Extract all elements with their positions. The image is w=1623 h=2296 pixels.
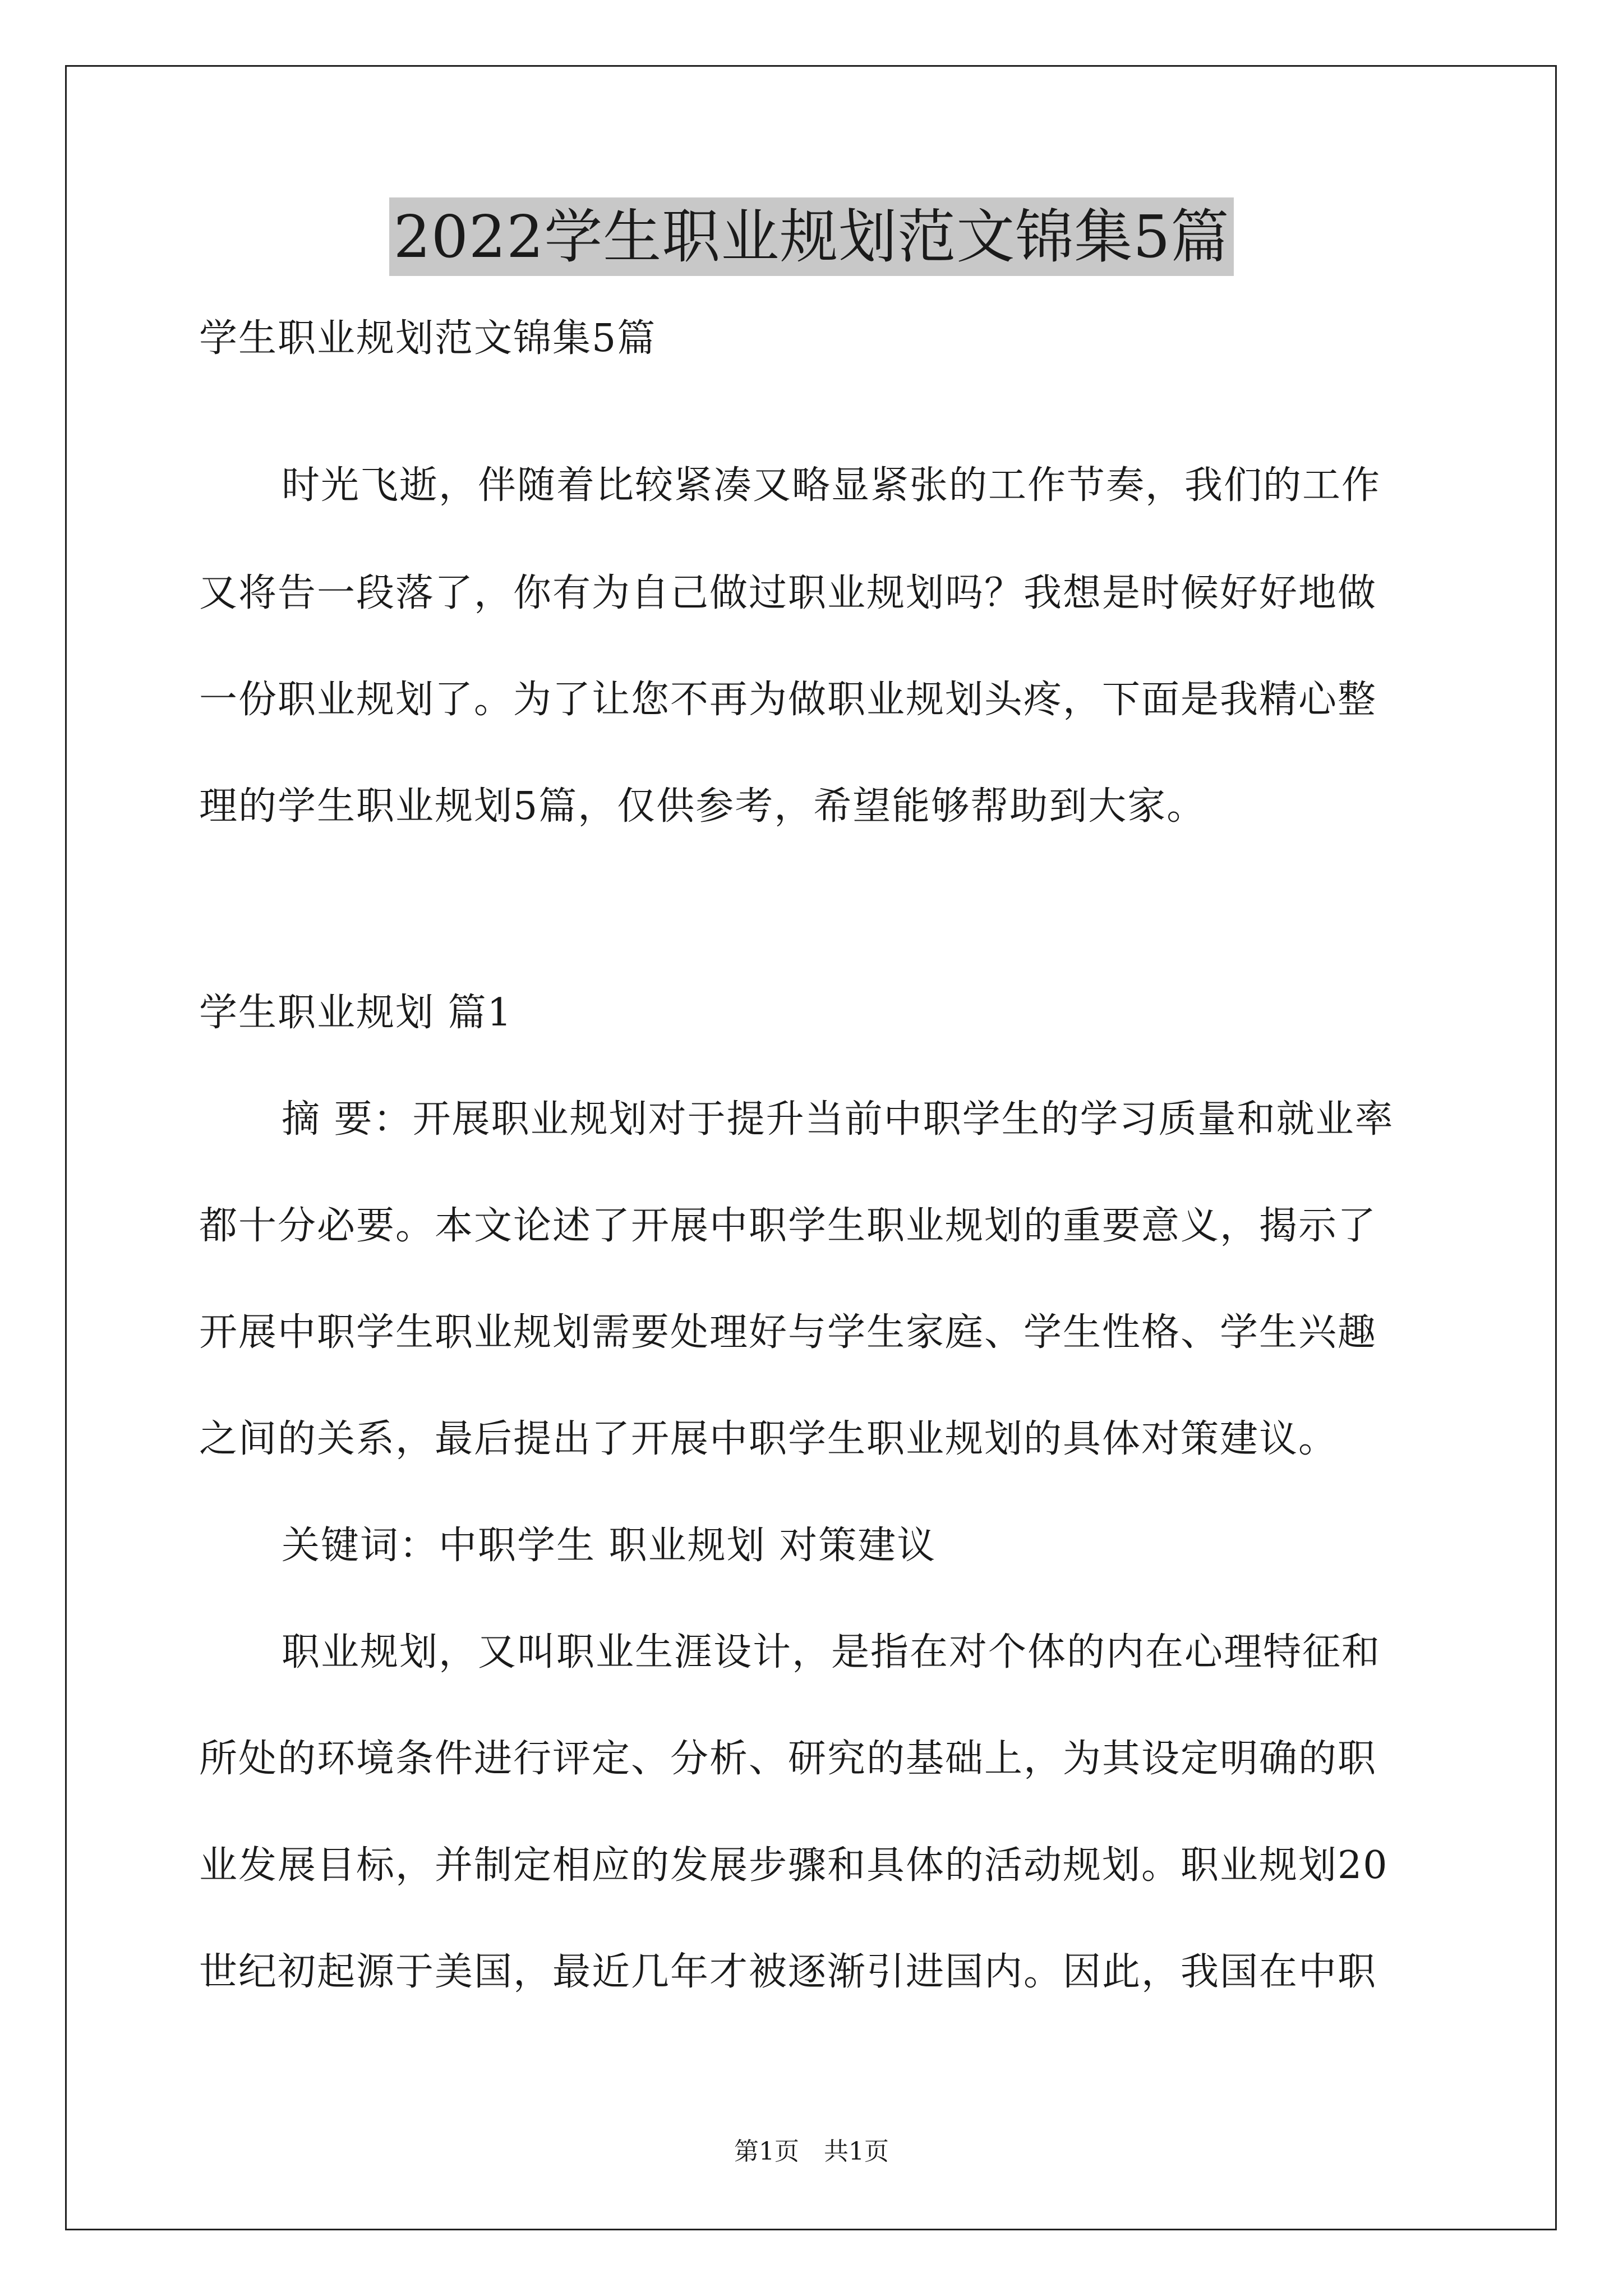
document-title: 2022学生职业规划范文锦集5篇 (389, 197, 1234, 276)
paragraph-line: 理的学生职业规划5篇，仅供参考，希望能够帮助到大家。 (199, 784, 1206, 829)
keywords-line: 关键词：中职学生 职业规划 对策建议 (282, 1524, 937, 1568)
paragraph-line: 时光飞逝，伴随着比较紧凑又略显紧张的工作节奏，我们的工作 (282, 463, 1381, 508)
paragraph-line: 又将告一段落了，你有为自己做过职业规划吗？我想是时候好好地做 (199, 571, 1377, 615)
subtitle-line: 学生职业规划范文锦集5篇 (199, 316, 657, 361)
paragraph-line: 所处的环境条件进行评定、分析、研究的基础上，为其设定明确的职 (199, 1737, 1377, 1781)
paragraph-line: 之间的关系，最后提出了开展中职学生职业规划的具体对策建议。 (199, 1417, 1338, 1461)
page-border (65, 65, 1557, 2230)
paragraph-line: 世纪初起源于美国，最近几年才被逐渐引进国内。因此，我国在中职 (199, 1950, 1377, 1994)
paragraph-line: 开展中职学生职业规划需要处理好与学生家庭、学生性格、学生兴趣 (199, 1310, 1377, 1355)
paragraph-line: 都十分必要。本文论述了开展中职学生职业规划的重要意义，揭示了 (199, 1204, 1377, 1248)
section-heading: 学生职业规划 篇1 (199, 991, 513, 1035)
paragraph-line: 一份职业规划了。为了让您不再为做职业规划头疼，下面是我精心整 (199, 678, 1377, 722)
paragraph-line: 业发展目标，并制定相应的发展步骤和具体的活动规划。职业规划20 (199, 1843, 1389, 1888)
page-footer: 第1页 共1页 (734, 2137, 889, 2166)
paragraph-line: 摘 要：开展职业规划对于提升当前中职学生的学习质量和就业率 (282, 1097, 1394, 1142)
paragraph-line: 职业规划，又叫职业生涯设计，是指在对个体的内在心理特征和 (282, 1630, 1381, 1674)
title-container (0, 197, 1623, 276)
